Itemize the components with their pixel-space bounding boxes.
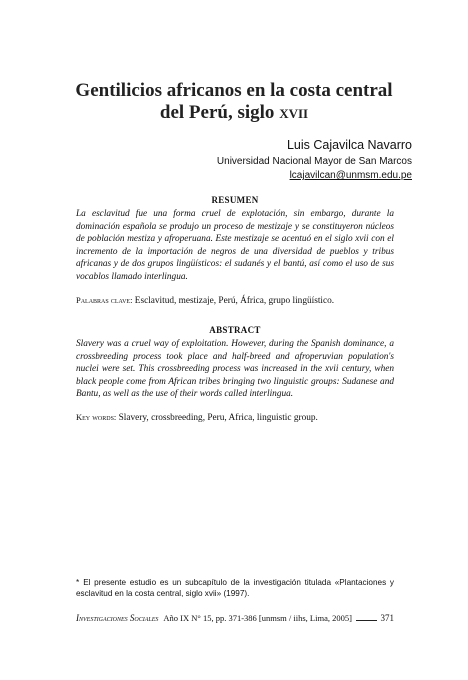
journal-name: Investigaciones Sociales — [76, 613, 159, 623]
title-century: xvii — [279, 102, 309, 123]
footnote-text: El presente estudio es un subcapítulo de la investigación titulada «Plantaciones y esclavitud en la costa central, siglo xvii» (1997). — [76, 578, 394, 598]
author-email-link[interactable]: lcajavilcan@unmsm.edu.pe — [289, 170, 412, 181]
resumen-text: La esclavitud fue una forma cruel de explotación, sin embargo, durante la dominación española se produjo un proceso de mestizaje y se constituyeron núcleos de población mestiza y afroperuana. Este mestizaje se acentuó en el siglo xvii con el incremento de la importación de negros de una diversidad de pueblos y tribus africanas y de dos grupos lingüísticos: el sudanés y el bantú, así como el uso de sus vocablos llamado interlingua. — [76, 209, 394, 282]
resumen-keywords-text: Esclavitud, mestizaje, Perú, África, grupo lingüístico. — [132, 295, 335, 306]
resumen-heading: RESUMEN — [211, 195, 259, 205]
resumen-keywords-label: Palabras clave: — [76, 294, 133, 305]
page-number: 371 — [380, 613, 394, 623]
abstract-keywords-label: Key words: — [76, 411, 117, 422]
title-line-2 — [40, 102, 428, 124]
footnote — [76, 577, 394, 599]
abstract-heading: ABSTRACT — [209, 325, 261, 335]
journal-citation: Año IX N° 15, pp. 371-386 [unmsm / iihs, Lima, 2005] — [163, 613, 352, 623]
author-block — [217, 137, 412, 182]
footer-rule — [356, 620, 377, 621]
title-line-2-text: del Perú, siglo — [159, 102, 280, 123]
resumen-section — [76, 195, 394, 307]
author-name: Luis Cajavilca Navarro — [286, 138, 412, 152]
abstract-keywords-text: Slavery, crossbreeding, Peru, Africa, linguistic group. — [116, 412, 318, 423]
title-line-1: Gentilicios africanos en la costa central — [75, 80, 393, 101]
abstract-keywords — [76, 411, 394, 424]
article-title — [40, 80, 428, 124]
resumen-keywords — [76, 294, 394, 307]
author-affiliation: Universidad Nacional Mayor de San Marcos — [216, 156, 412, 167]
footnote-marker: * — [76, 578, 80, 587]
page-footer — [76, 612, 394, 624]
abstract-section — [76, 325, 394, 424]
abstract-text: Slavery was a cruel way of exploitation. However, during the Spanish dominance, a crossbreeding process took place and half-breed and afroperuvian population's nuclei were set. This crossbreeding process was increased in the xvii century, when black people come from African tribes bringing two linguistic groups: Sudanese and Bantu, as well as the use of their words called interlingua. — [76, 339, 394, 400]
